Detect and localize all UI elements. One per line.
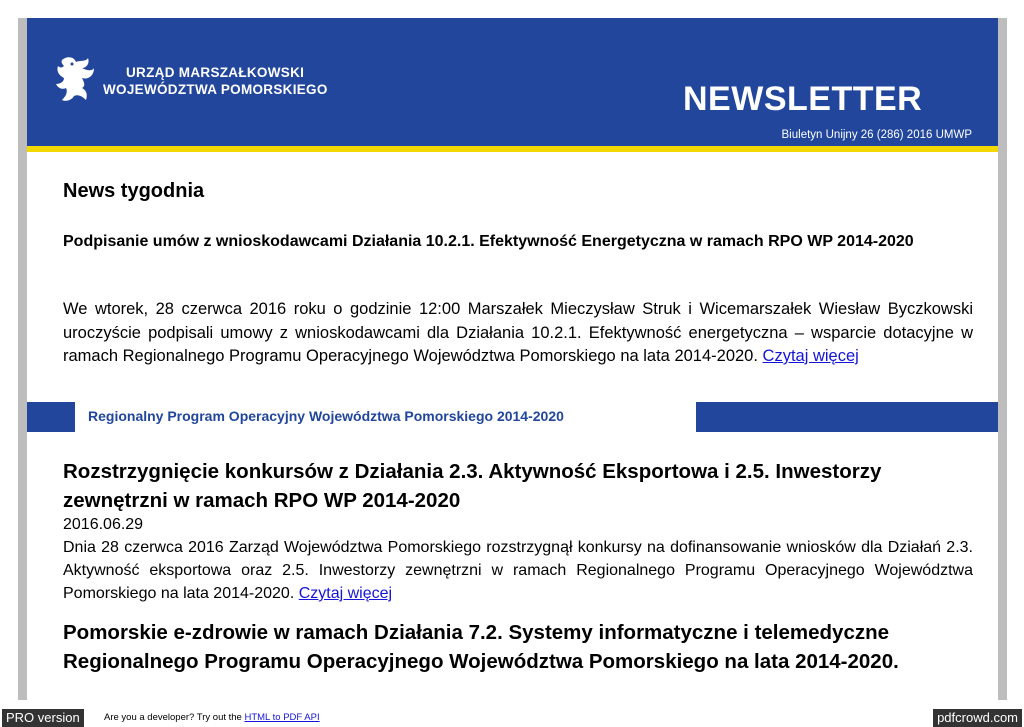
article-title: Podpisanie umów z wnioskodawcami Działania 10.2.1. Efektywność Energetyczna w ramach RPO WP 2014-2020 (63, 233, 914, 250)
pro-version-badge[interactable]: PRO version (2, 709, 84, 727)
left-margin-bar (18, 18, 27, 700)
header-accent-bar (27, 146, 998, 152)
article-title: Rozstrzygnięcie konkursów z Działania 2.3. Aktywność Eksportowa i 2.5. Inwestorzy zewnętrzni w ramach RPO WP 2014-2020 (63, 460, 882, 512)
article-title: Pomorskie e-zdrowie w ramach Działania 7.2. Systemy informatyczne i telemedyczne Regionalnego Programu Operacyjnego Województwa Pomorskiego na lata 2014-2020. (63, 621, 899, 673)
developer-text: Are you a developer? Try out the (104, 712, 245, 723)
read-more-link[interactable]: Czytaj więcej (762, 347, 859, 365)
html-to-pdf-link[interactable]: HTML to PDF API (244, 712, 320, 723)
article-text: We wtorek, 28 czerwca 2016 roku o godzinie 12:00 Marszałek Mieczysław Struk i Wicemarszałek Wiesław Byczkowski uroczyście podpisali umowy z wnioskodawcami dla Działania 10.2.1. Efektywność energetyczna – wsparcie dotacyjne w ramach Regionalnego Programu Operacyjnego Województwa Pomorskiego na lata 2014-2020. (63, 300, 973, 365)
bulletin-label: Biuletyn Unijny 26 (286) 2016 UMWP (781, 129, 972, 141)
org-name-line1: URZĄD MARSZAŁKOWSKI (126, 65, 305, 80)
article-text: Dnia 28 czerwca 2016 Zarząd Województwa Pomorskiego rozstrzygnął konkursy na dofinansowanie wniosków dla Działań 2.3. Aktywność eksportowa oraz 2.5. Inwestorzy zewnętrzni w ramach Regionalnego Programu Operacyjnego Województwa Pomorskiego na lata 2014-2020. (63, 539, 973, 602)
griffin-crest-icon (52, 54, 96, 104)
pdfcrowd-badge[interactable]: pdfcrowd.com (933, 709, 1022, 727)
read-more-link[interactable]: Czytaj więcej (298, 585, 393, 602)
section-banner-label: Regionalny Program Operacyjny Województwa Pomorskiego 2014-2020 (88, 408, 564, 424)
newsletter-title: NEWSLETTER (683, 80, 923, 118)
developer-notice (104, 712, 320, 723)
section-heading: News tygodnia (63, 180, 205, 202)
article-date: 2016.06.29 (63, 516, 144, 533)
article-body (63, 536, 973, 605)
right-margin-bar (998, 18, 1007, 700)
article-body (63, 298, 973, 369)
org-name-line2: WOJEWÓDZTWA POMORSKIEGO (103, 82, 328, 97)
